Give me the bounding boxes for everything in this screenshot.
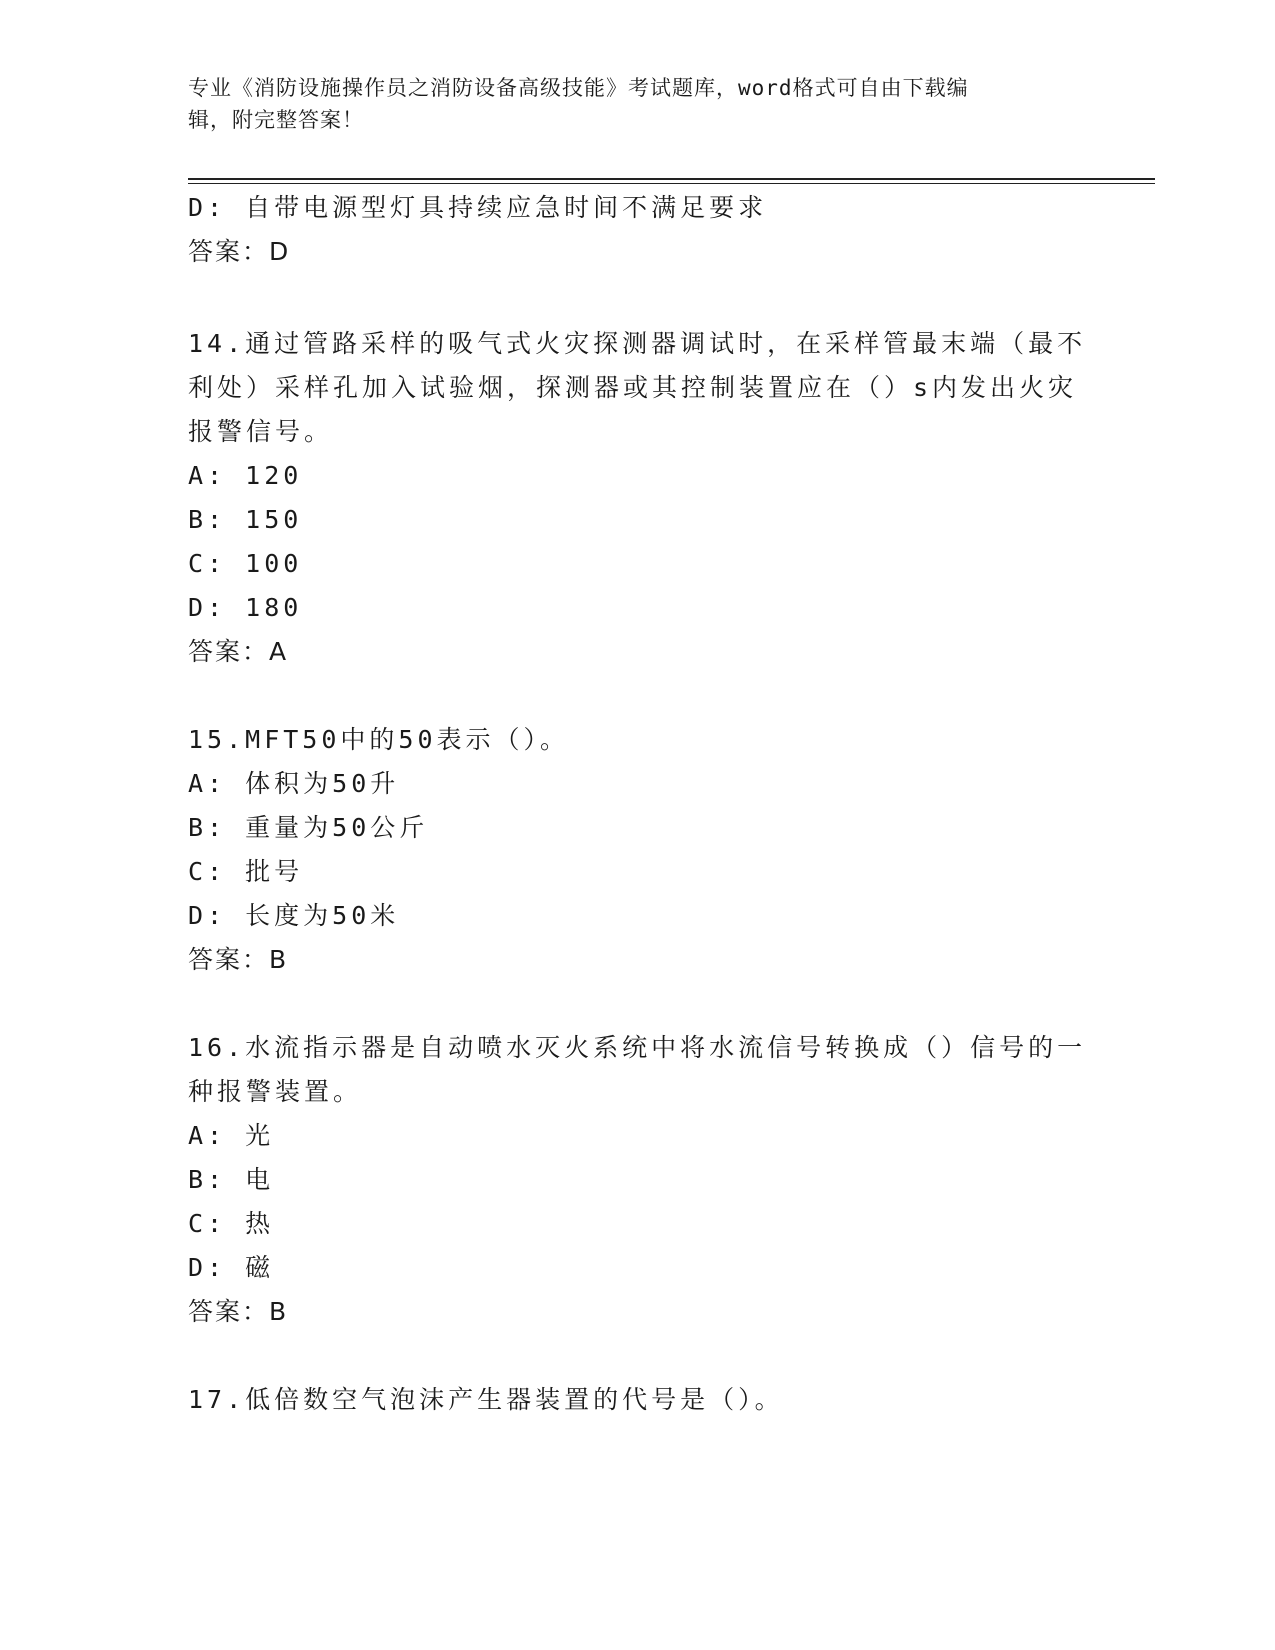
q14-option-a: A: 120: [188, 461, 303, 490]
q15-option-d: D: 长度为50米: [188, 901, 400, 930]
q16-option-a: A: 光: [188, 1121, 275, 1150]
q16-stem-line-1: 16.水流指示器是自动喷水灭火系统中将水流信号转换成（）信号的一: [188, 1033, 1087, 1062]
q16-option-b: B: 电: [188, 1165, 275, 1194]
header-line-2: 辑，附完整答案！: [188, 108, 364, 132]
q15-option-b: B: 重量为50公斤: [188, 813, 429, 842]
q15-option-c: C: 批号: [188, 857, 304, 886]
q13-option-d: D: 自带电源型灯具持续应急时间不满足要求: [188, 193, 768, 222]
header-line-1: 专业《消防设施操作员之消防设备高级技能》考试题库，word格式可自由下载编: [188, 76, 969, 100]
q14-option-c: C: 100: [188, 549, 303, 578]
q14-stem-line-2: 利处）采样孔加入试验烟，探测器或其控制装置应在（）s内发出火灾: [188, 373, 1078, 402]
q14-answer: 答案：A: [188, 637, 289, 666]
q17-stem-line-1: 17.低倍数空气泡沫产生器装置的代号是（）。: [188, 1385, 784, 1414]
q15-answer: 答案：B: [188, 945, 289, 974]
q16-stem-line-2: 种报警装置。: [188, 1077, 363, 1106]
q14-option-b: B: 150: [188, 505, 303, 534]
document-header: [188, 72, 1088, 136]
q16-option-c: C: 热: [188, 1209, 275, 1238]
header-divider-thick: [188, 178, 1155, 180]
q14-option-d: D: 180: [188, 593, 303, 622]
q14-stem-line-1: 14.通过管路采样的吸气式火灾探测器调试时，在采样管最末端（最不: [188, 329, 1087, 358]
q16-option-d: D: 磁: [188, 1253, 275, 1282]
header-divider-thin: [188, 183, 1155, 184]
q16-answer: 答案：B: [188, 1297, 289, 1326]
q15-stem-line-1: 15.MFT50中的50表示（）。: [188, 725, 570, 754]
q14-stem-line-3: 报警信号。: [188, 417, 334, 446]
q13-answer: 答案：D: [188, 237, 291, 266]
q15-option-a: A: 体积为50升: [188, 769, 400, 798]
